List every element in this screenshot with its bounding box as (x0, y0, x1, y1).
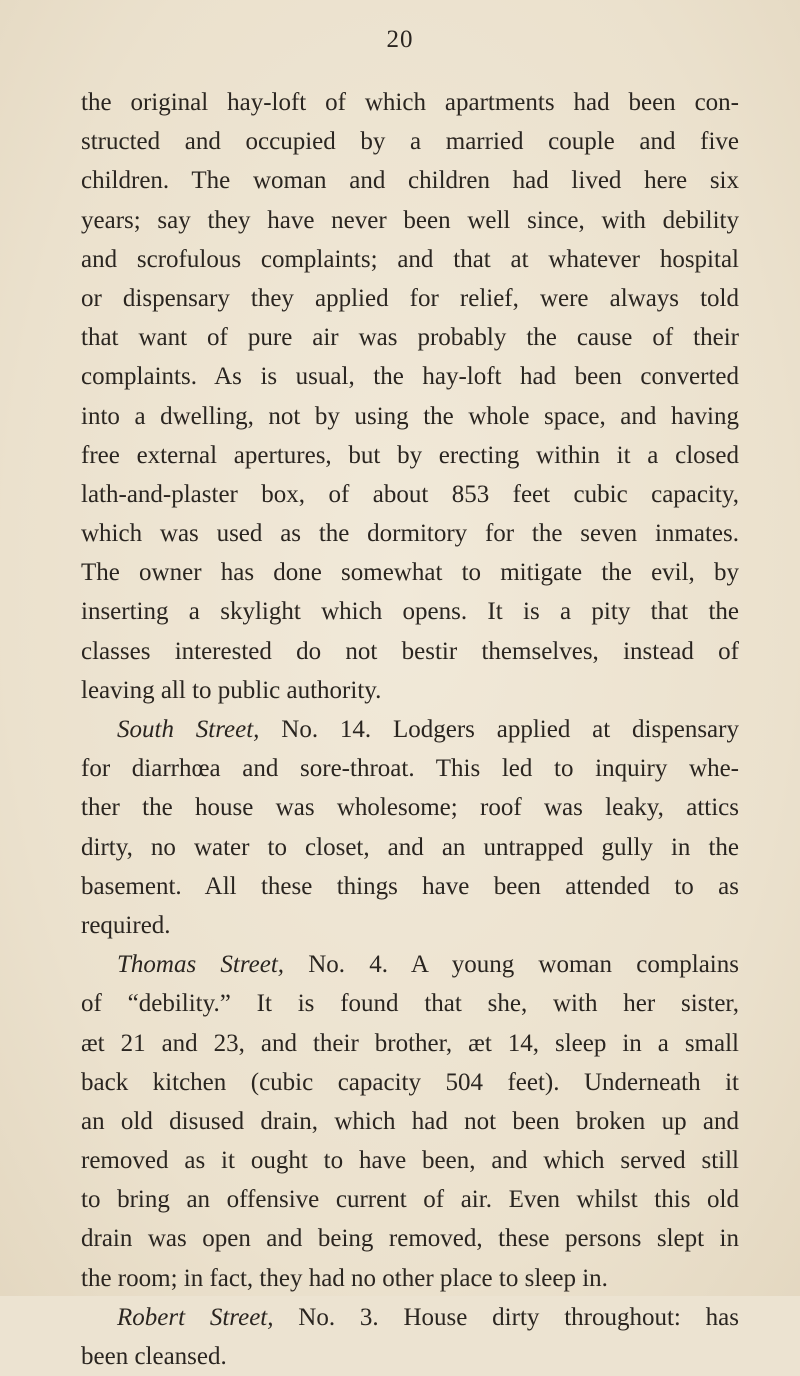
text-line: classes interested do not bestir themselves, instead of (81, 637, 739, 665)
text-line: æt 21 and 23, and their brother, æt 14, sleep in a small (81, 1029, 739, 1057)
text-line: the room; in fact, they had no other place to sleep in. (81, 1264, 608, 1292)
text-line: of “debility.” It is found that she, with her sister, (81, 990, 739, 1018)
text-line: ther the house was wholesome; roof was leaky, attics (81, 794, 739, 822)
text-line: inserting a skylight which opens. It is a pity that the (81, 598, 739, 626)
text-line: an old disused drain, which had not been broken up and (81, 1107, 739, 1135)
text-line: basement. All these things have been attended to as (81, 872, 739, 900)
text-run: No. 4. A young woman complains (284, 951, 739, 979)
street-name: Robert Street, (117, 1303, 274, 1331)
text-line: or dispensary they applied for relief, were always told (81, 284, 739, 312)
paragraph-hay-loft (81, 83, 739, 710)
text-line: The owner has done somewhat to mitigate the evil, by (81, 559, 739, 587)
paragraph-robert-street (81, 1298, 739, 1376)
text-line: which was used as the dormitory for the seven inmates. (81, 520, 739, 548)
text-line: and scrofulous complaints; and that at whatever hospital (81, 245, 739, 273)
paragraph-south-street (81, 710, 739, 945)
text-line: required. (81, 911, 171, 939)
text-line: lath-and-plaster box, of about 853 feet cubic capacity, (81, 480, 739, 508)
text-line: children. The woman and children had lived here six (81, 167, 739, 195)
text-line: dirty, no water to closet, and an untrapped gully in the (81, 833, 739, 861)
text-line: structed and occupied by a married couple and five (81, 128, 739, 156)
text-line (81, 1298, 739, 1337)
text-line: years; say they have never been well since, with debility (81, 206, 739, 234)
text-line: back kitchen (cubic capacity 504 feet). Underneath it (81, 1068, 739, 1096)
text-run: No. 14. Lodgers applied at dispensary (259, 716, 739, 743)
text-line: removed as it ought to have been, and which served still (81, 1147, 739, 1175)
text-line: free external apertures, but by erecting within it a closed (81, 441, 739, 469)
text-run: No. 3. House dirty throughout: has (273, 1303, 739, 1331)
text-line: that want of pure air was probably the cause of their (81, 324, 739, 352)
street-name: South Street, (117, 716, 260, 743)
text-line: leaving all to public authority. (81, 676, 382, 704)
text-line: complaints. As is usual, the hay-loft had been converted (81, 363, 739, 391)
text-line: into a dwelling, not by using the whole space, and having (81, 402, 739, 430)
page-number: 20 (386, 26, 414, 53)
text-line: for diarrhœa and sore-throat. This led to inquiry whe- (81, 755, 739, 783)
paragraph-thomas-street (81, 945, 739, 1298)
body-text (81, 83, 739, 1376)
text-line: drain was open and being removed, these persons slept in (81, 1225, 739, 1253)
text-line (81, 945, 739, 984)
text-line: been cleansed. (81, 1343, 227, 1370)
text-line: the original hay-loft of which apartments had been con- (81, 89, 739, 116)
text-line: to bring an offensive current of air. Even whilst this old (81, 1186, 739, 1214)
street-name: Thomas Street, (117, 951, 285, 979)
text-line (81, 710, 739, 749)
